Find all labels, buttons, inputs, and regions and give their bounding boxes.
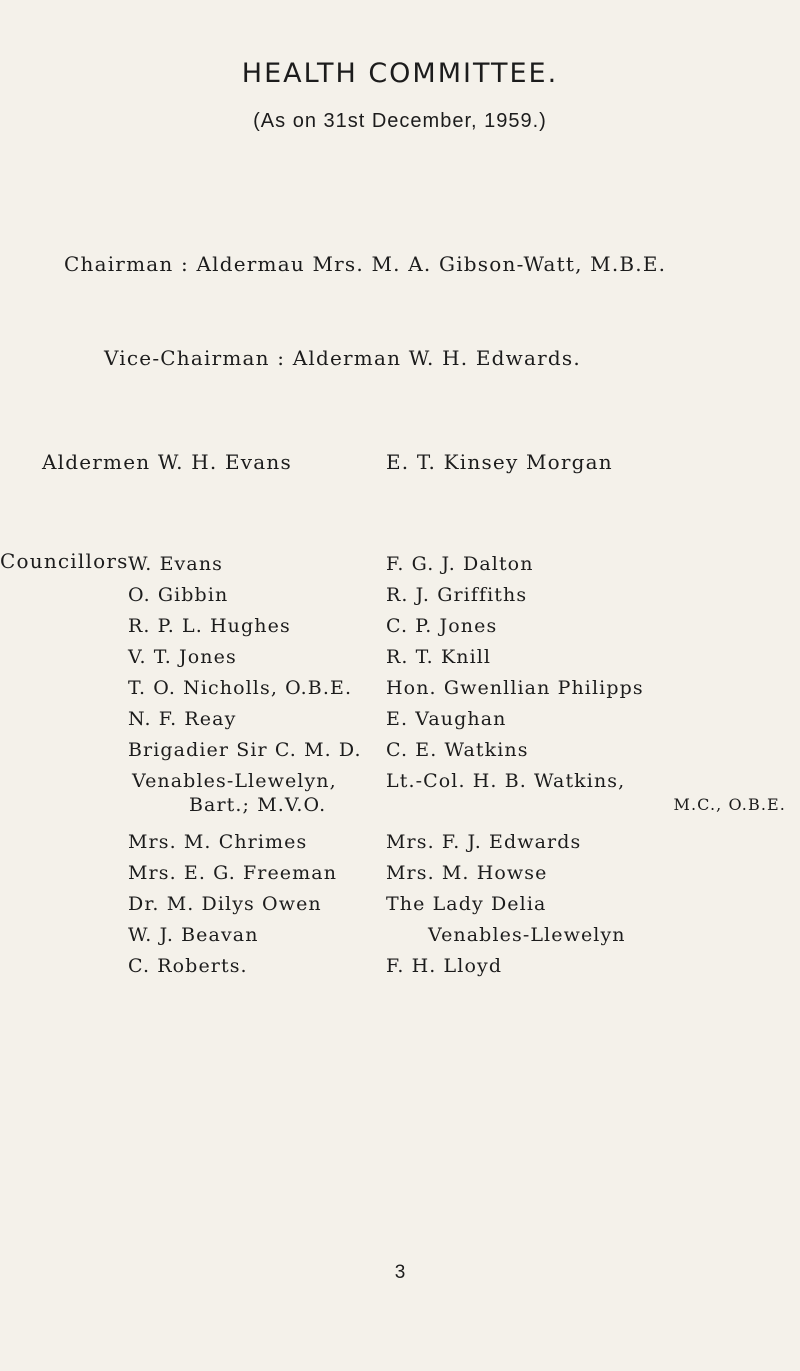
councillors-left-column: [128, 549, 388, 982]
list-item: Mrs. M. Howse: [386, 862, 548, 884]
list-item: F. G. J. Dalton: [386, 553, 534, 575]
list-item: R. P. L. Hughes: [128, 615, 291, 637]
list-item: T. O. Nicholls, O.B.E.: [128, 677, 353, 699]
list-item: N. F. Reay: [128, 708, 237, 730]
aldermen-second: E. T. Kinsey Morgan: [386, 450, 613, 474]
list-item-line: The Lady Delia: [386, 893, 547, 915]
list-item: C. Roberts.: [128, 955, 248, 977]
page-subtitle: (As on 31st December, 1959.): [253, 110, 547, 132]
list-item: W. J. Beavan: [128, 924, 259, 946]
list-item: R. T. Knill: [386, 646, 492, 668]
councillors-label: Councillors: [0, 549, 129, 573]
list-item: O. Gibbin: [128, 584, 229, 606]
list-item: R. J. Griffiths: [386, 584, 528, 606]
list-item: W. Evans: [128, 553, 224, 575]
list-item-line: M.C., O.B.E.: [673, 795, 786, 814]
list-item: C. P. Jones: [386, 615, 498, 637]
list-item-wrapped: [386, 889, 786, 951]
list-item: V. T. Jones: [128, 646, 237, 668]
list-item: Dr. M. Dilys Owen: [128, 893, 322, 915]
list-item: E. Vaughan: [386, 708, 507, 730]
list-item: Mrs. E. G. Freeman: [128, 862, 338, 884]
list-item-line: Venables-Llewelyn: [428, 924, 626, 946]
aldermen-first: Aldermen W. H. Evans: [42, 450, 292, 474]
page-title: HEALTH COMMITTEE.: [241, 58, 559, 89]
councillors-right-column: [386, 549, 786, 982]
page-number: 3: [394, 1262, 406, 1283]
chairman-line: Chairman : Aldermau Mrs. M. A. Gibson-Watt, M.B.E.: [64, 252, 667, 276]
list-item-line: Bart.; M.V.O.: [189, 794, 327, 816]
list-item: Hon. Gwenllian Philipps: [386, 677, 644, 699]
list-item: Mrs. M. Chrimes: [128, 831, 308, 853]
list-item: Brigadier Sir C. M. D.: [128, 739, 362, 761]
list-item-line: Lt.-Col. H. B. Watkins,: [386, 770, 626, 792]
list-item: Mrs. F. J. Edwards: [386, 831, 582, 853]
list-item: F. H. Lloyd: [386, 955, 503, 977]
list-item-wrapped: [386, 769, 786, 817]
list-item: C. E. Watkins: [386, 739, 529, 761]
vice-chairman-line: Vice-Chairman : Alderman W. H. Edwards.: [104, 346, 581, 370]
list-item-line: Venables-Llewelyn,: [132, 770, 337, 792]
list-item-wrapped: [128, 769, 388, 817]
